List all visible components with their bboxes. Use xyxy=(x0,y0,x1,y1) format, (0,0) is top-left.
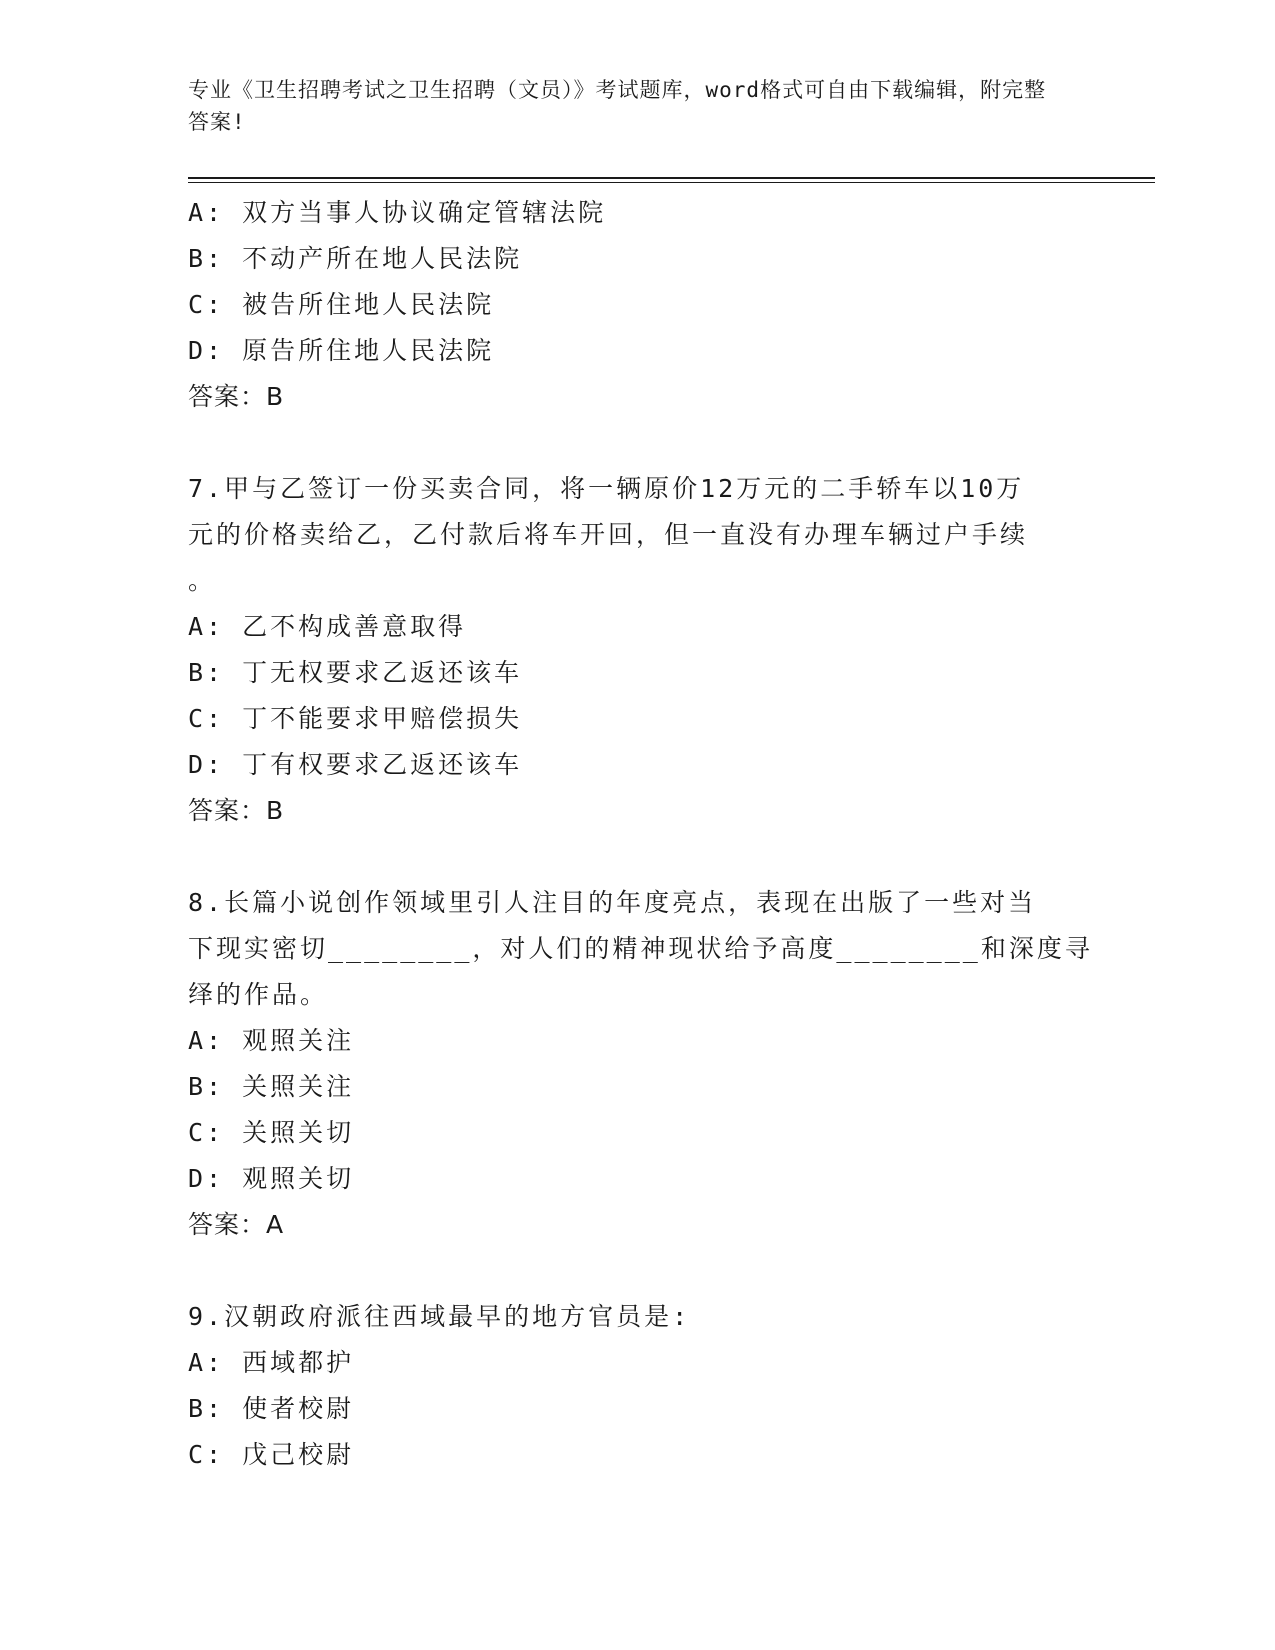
question-content xyxy=(188,190,1093,1478)
option-b: B: 不动产所在地人民法院 xyxy=(188,244,523,273)
option-c: C: 丁不能要求甲赔偿损失 xyxy=(188,704,523,733)
option-d: D: 观照关切 xyxy=(188,1164,355,1193)
answer-line: 答案：B xyxy=(188,796,285,825)
question-text-line: 7.甲与乙签订一份买卖合同，将一辆原价12万元的二手轿车以10万 xyxy=(188,474,1025,503)
question-9 xyxy=(188,1294,1068,1478)
question-7 xyxy=(188,466,1068,834)
option-c: C: 关照关切 xyxy=(188,1118,355,1147)
option-a: A: 双方当事人协议确定管辖法院 xyxy=(188,198,607,227)
option-b: B: 丁无权要求乙返还该车 xyxy=(188,658,523,687)
option-c: C: 戊己校尉 xyxy=(188,1440,355,1469)
question-text-line: 8.长篇小说创作领域里引人注目的年度亮点，表现在出版了一些对当 xyxy=(188,888,1037,917)
option-c: C: 被告所住地人民法院 xyxy=(188,290,495,319)
question-8 xyxy=(188,880,1093,1248)
option-b: B: 使者校尉 xyxy=(188,1394,355,1423)
answer-line: 答案：A xyxy=(188,1210,285,1239)
question-text-line: 9.汉朝政府派往西域最早的地方官员是: xyxy=(188,1302,691,1331)
option-d: D: 丁有权要求乙返还该车 xyxy=(188,750,523,779)
spacer xyxy=(188,420,1068,466)
prev-question xyxy=(188,190,1068,420)
option-a: A: 乙不构成善意取得 xyxy=(188,612,467,641)
question-text-line: 绎的作品。 xyxy=(188,980,329,1009)
option-d: D: 原告所住地人民法院 xyxy=(188,336,495,365)
header-rule-thick xyxy=(188,177,1155,179)
question-text-line: 下现实密切________，对人们的精神现状给予高度________和深度寻 xyxy=(188,934,1093,963)
option-a: A: 观照关注 xyxy=(188,1026,355,1055)
question-text-line: 元的价格卖给乙，乙付款后将车开回，但一直没有办理车辆过户手续 xyxy=(188,520,1029,549)
document-header: 专业《卫生招聘考试之卫生招聘（文员）》考试题库，word格式可自由下载编辑，附完整答案! xyxy=(188,78,1047,134)
option-a: A: 西域都护 xyxy=(188,1348,355,1377)
question-text-line: 。 xyxy=(188,566,217,595)
spacer xyxy=(188,834,1068,880)
option-b: B: 关照关注 xyxy=(188,1072,355,1101)
spacer xyxy=(188,1248,1068,1294)
answer-line: 答案：B xyxy=(188,382,285,411)
header-rule-thin xyxy=(188,182,1155,183)
